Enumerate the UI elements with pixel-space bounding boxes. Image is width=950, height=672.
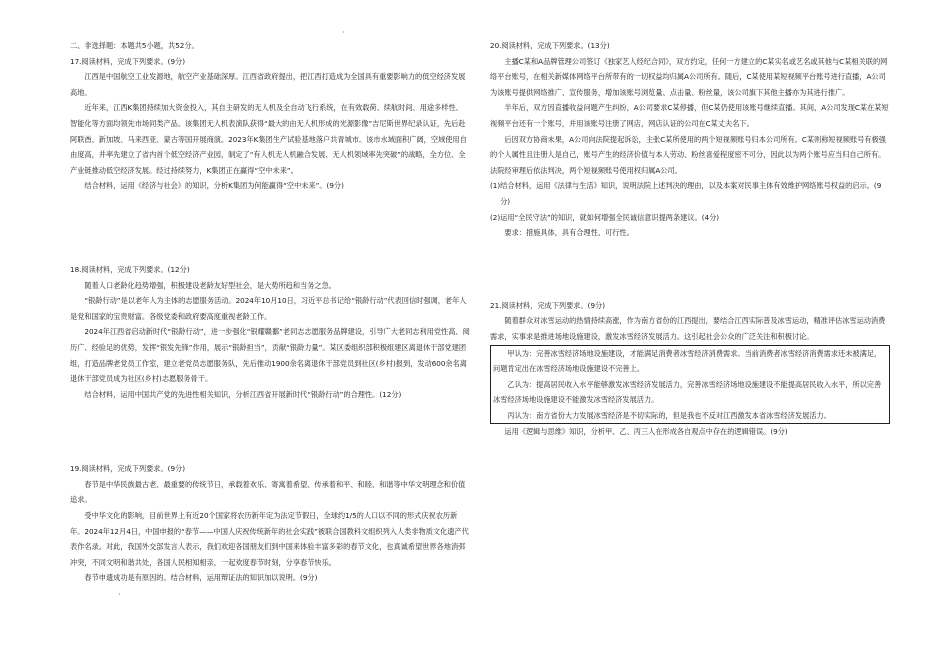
material-paragraph: 主播C某和A品牌管理公司签订《独家艺人经纪合同》，双方约定，任何一方建立的C某实名或艺名或其他与C某相关联的网络平台账号，在相关新媒体网络平台所带有的一切权益均归属A公司所有。随后，C某使用某短视频平台账号进行直播，A公司为该账号提供网络推广、宣传服务，增加该账号浏览量、点击量、粉丝量，该公司旗下其他主播亦为其进行推广。 xyxy=(490,56,888,97)
material-paragraph: 后因双方协商未果，A公司向法院提起诉讼，主张C某所使用的两个短视频账号归本公司所有。C某则称短视频账号有极强的个人属性且注册人是自己，账号产生的经济价值与本人劳动、粉丝喜爱程度密不可分，因此以为两个账号应当归自己所有。法院经审理后依法判决，两个短视频账号使用权归属A公司。 xyxy=(490,134,886,175)
question-title: 18.阅读材料，完成下列要求。(12分) xyxy=(70,264,190,274)
opinion-yi: 乙认为：提高居民收入水平能够激发冰雪经济发展活力，完善冰雪经济场地设施建设不能提高居民收入水平，所以完善冰雪经济场地设施建设不能激发冰雪经济发展活力。 xyxy=(493,379,882,405)
opinion-jia: 甲认为：完善冰雪经济场地设施建设，才能满足消费者冰雪经济消费需求。当前消费者冰雪经济消费需求还未被满足，问题肯定出在冰雪经济场地设施建设不完善上。 xyxy=(493,348,882,374)
material-paragraph: 春节是中华民族最古老、最重要的传统节日，承载着欢乐、寄寓着希望、传承着和平、和睦、和谐等中华文明理念和价值追求。 xyxy=(70,479,466,505)
question-20 xyxy=(490,38,890,241)
question-title: 19.阅读材料，完成下列要求。(9分) xyxy=(70,464,186,474)
requirement-note: 要求：措施具体，具有合理性、可行性。 xyxy=(504,228,634,238)
question-title: 20.阅读材料，完成下列要求。(13分) xyxy=(490,41,610,50)
task-paragraph: 运用《逻辑与思维》知识，分析甲、乙、丙三人在形成各自观点中存在的逻辑错误。(9分) xyxy=(504,427,788,437)
opinions-box xyxy=(490,345,890,425)
task-paragraph: 春节申遗成功是有原因的。结合材料，运用辩证法的知识加以说明。(9分) xyxy=(84,573,318,583)
material-paragraph: 随着人口老龄化趋势增强，积极建设老龄友好型社会，是大势所趋和当务之急。 xyxy=(84,280,336,290)
material-paragraph: 2024年江西省启动新时代“银龄行动”，进一步强化“银耀赣鄱”老同志志愿服务品牌建设，引导广大老同志利用党性高、阅历广、经验足的优势，发挥“银发先锋”作用，展示“银龄担当”，贡献“银龄力量”。某区委组织部积极组建区离退休干部党建团组，打造品牌老党员工作室，建立老党员志愿服务队，先后推动1900余名离退休干部党员到社区(乡村)报到，发动600余名离退休干部党员成为社区(乡村)志愿服务骨干。 xyxy=(70,327,470,384)
task-paragraph: 结合材料，运用《经济与社会》的知识，分析K集团为何能赢得“空中未来”。(9分) xyxy=(84,181,344,191)
task-paragraph: 结合材料，运用中国共产党的先进性相关知识，分析江西省开展新时代“银龄行动”的合理性。(12分) xyxy=(84,389,402,399)
left-column xyxy=(70,38,470,586)
question-18 xyxy=(70,262,470,402)
material-paragraph: “银龄行动”是以老年人为主体的志愿服务活动。2024年10月10日，习近平总书记给“银龄行动”代表回信时强调，老年人是党和国家的宝贵财富。各级党委和政府要高度重视老龄工作。 xyxy=(70,296,467,321)
scan-mark: · xyxy=(118,590,121,599)
scan-mark: · xyxy=(342,28,345,37)
sub-question: (1)结合材料，运用《法律与生活》知识，说明法院上述判决的理由，以及本案对民事主体有效维护网络账号权益的启示。(9分) xyxy=(490,181,882,206)
question-21 xyxy=(490,298,890,440)
question-title: 17.阅读材料，完成下列要求。(9分) xyxy=(70,56,186,66)
material-paragraph: 受中华文化的影响，目前世界上有近20个国家将农历新年定为法定节假日，全球约1/5的人口以不同的形式庆祝农历新年。2024年12月4日，中国申报的“春节——中国人庆祝传统新年的社会实践”被联合国教科文组织列入人类非物质文化遗产代表作名录。对此，我国外交部发言人表示，我们欢迎各国朋友们到中国来体验丰富多彩的春节文化，也真诚希望世界各地消弭冲突，不同文明和谐共处，各国人民相知相亲，一起欢度春节时刻，分享春节快乐。 xyxy=(70,511,469,567)
sub-question: (2)运用“全民守法”的知识，就如何增强全民诚信意识提两条建议。(4分) xyxy=(490,212,720,222)
section-heading: 二、非选择题：本题共5小题，共52分。 xyxy=(70,41,199,50)
opinion-bing: 丙认为：南方省份大力发展冰雪经济是不切实际的，但是我也不反对江西激发本省冰雪经济发展活力。 xyxy=(507,410,831,420)
material-paragraph: 江西是中国航空工业发源地，航空产业基础深厚。江西省政府提出，把江西打造成为全国具有重要影响力的低空经济发展高地。 xyxy=(70,72,466,97)
material-paragraph: 随着群众对冰雪运动的热情持续高涨，作为南方省份的江西提出，要结合江西实际普及冰雪运动，精准评估冰雪运动消费需求，实事求是推进场地设施建设，激发冰雪经济发展活力。这引起社会公众的广泛关注和积极讨论。 xyxy=(490,316,886,341)
material-paragraph: 半年后，双方因直播收益问题产生纠纷，A公司要求C某停播，但C某仍使用该账号继续直播。其间，A公司发现C某在某短视频平台还有一个账号，并用该账号注册了网店，网店认证的公司在C某丈夫名下。 xyxy=(490,103,889,128)
question-17 xyxy=(70,54,470,194)
material-paragraph: 近年来，江西K集团持续加大资金投入，其自主研发的无人机及全自动飞行系统，在有效载荷、续航时间、用途多样性、智能化等方面均领先市场同类产品。该集团无人机表演队获得“最大的由无人机形成的光源影像”吉尼斯世界纪录认证，先后赴阿联酋、新加坡、马来西亚、蒙古等国开展商演。2023年K集团生产试验基地落户共青城市。该市水域面积广阔，空域使用自由度高，并率先建立了省内首个低空经济产业园，制定了“有人机无人机融合发展、无人机领域率先突破”的战略，全方位、全产业链推动低空经济发展。经过持续努力，K集团正在赢得“空中未来”。 xyxy=(70,103,467,175)
right-column xyxy=(490,38,890,440)
question-19 xyxy=(70,461,470,586)
question-title: 21.阅读材料，完成下列要求。(9分) xyxy=(490,300,606,310)
